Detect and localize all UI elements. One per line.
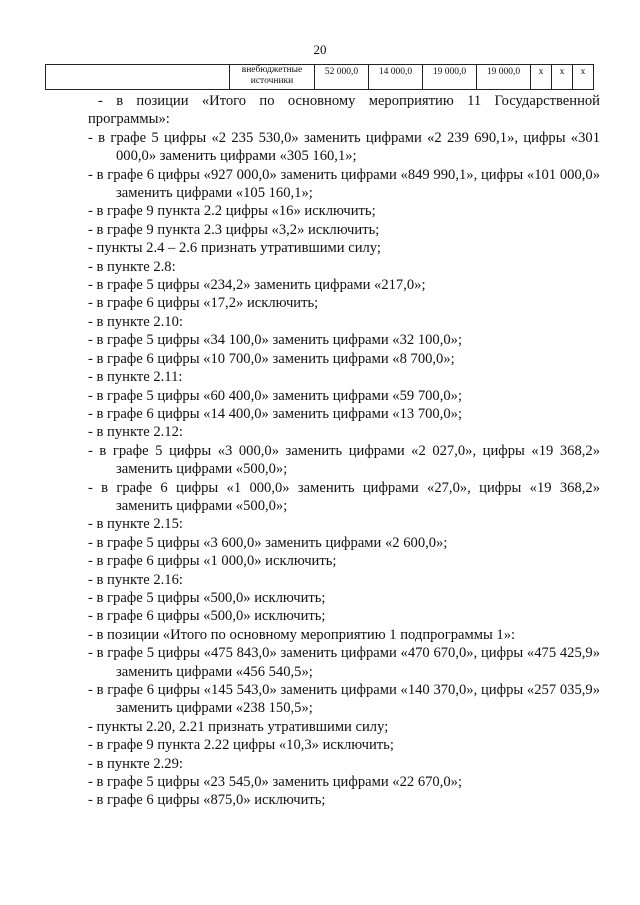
table-cell-value: 19 000,0: [423, 65, 477, 90]
table-cell-x: х: [552, 65, 573, 90]
table-cell-x: х: [573, 65, 594, 90]
paragraph: - в пункте 2.10:: [88, 313, 183, 330]
paragraph: - в позиции «Итого по основному мероприятию 1 подпрограммы 1»:: [88, 626, 516, 643]
paragraph: - в графе 5 цифры «234,2» заменить цифрами «217,0»;: [88, 277, 426, 294]
paragraph: - в пункте 2.12:: [88, 424, 183, 441]
paragraph: - в пункте 2.11:: [88, 369, 183, 386]
paragraph: - пункты 2.4 – 2.6 признать утратившими силу;: [88, 240, 381, 257]
paragraph: - в графе 5 цифры «475 843,0» заменить цифрами «470 670,0», цифры «475 425,9» заменить цифрами «456 540,5»;: [88, 645, 600, 680]
table-cell-funding-source: [230, 65, 315, 90]
table-row: [46, 65, 594, 90]
table-cell-blank: [46, 65, 230, 90]
paragraph: - в графе 6 цифры «145 543,0» заменить цифрами «140 370,0», цифры «257 035,9» заменить цифрами «238 150,5»;: [88, 682, 600, 717]
paragraph: - в графе 5 цифры «3 000,0» заменить цифрами «2 027,0», цифры «19 368,2» заменить цифрами «500,0»;: [88, 442, 600, 478]
table-cell-value: 52 000,0: [315, 65, 369, 90]
paragraph: - в графе 5 цифры «3 600,0» заменить цифрами «2 600,0»;: [88, 534, 448, 551]
funding-source-line1: внебюджетные: [241, 65, 303, 75]
paragraph: - в пункте 2.8:: [88, 258, 176, 275]
paragraph: - в графе 6 цифры «10 700,0» заменить цифрами «8 700,0»;: [88, 350, 455, 367]
paragraph: - в графе 6 цифры «500,0» исключить;: [88, 608, 326, 625]
funding-source-line2: источники: [250, 76, 294, 86]
paragraph: - в графе 6 цифры «927 000,0» заменить цифрами «849 990,1», цифры «101 000,0» заменить цифрами «105 160,1»;: [88, 166, 600, 202]
table-cell-value: 19 000,0: [477, 65, 531, 90]
paragraph: - в графе 6 цифры «1 000,0» заменить цифрами «27,0», цифры «19 368,2» заменить цифрами «500,0»;: [88, 479, 600, 514]
paragraph: - в графе 9 пункта 2.2 цифры «16» исключить;: [88, 203, 376, 220]
document-body: [88, 92, 600, 810]
paragraph: - в графе 5 цифры «34 100,0» заменить цифрами «32 100,0»;: [88, 332, 463, 349]
table-cell-value: 14 000,0: [369, 65, 423, 90]
paragraph: - в пункте 2.16:: [88, 571, 183, 588]
paragraph: - в пункте 2.15:: [88, 516, 183, 533]
paragraph: - в графе 9 пункта 2.3 цифры «3,2» исключить;: [88, 221, 380, 238]
paragraph: - в пункте 2.29:: [88, 755, 183, 772]
paragraph: - в графе 6 цифры «14 400,0» заменить цифрами «13 700,0»;: [88, 405, 463, 422]
paragraph: - в графе 5 цифры «500,0» исключить;: [88, 589, 326, 606]
paragraph: - в графе 6 цифры «875,0» исключить;: [88, 792, 326, 809]
paragraph: - в графе 5 цифры «23 545,0» заменить цифрами «22 670,0»;: [88, 774, 463, 791]
source-table-row: [45, 64, 594, 90]
paragraph: - в графе 9 пункта 2.22 цифры «10,3» исключить;: [88, 737, 394, 754]
page-number: 20: [313, 42, 327, 57]
table-cell-x: х: [531, 65, 552, 90]
paragraph: - в графе 6 цифры «1 000,0» исключить;: [88, 553, 337, 570]
paragraph: - в позиции «Итого по основному мероприятию 11 Государственной программы»:: [88, 93, 600, 128]
paragraph: - в графе 6 цифры «17,2» исключить;: [88, 295, 319, 312]
paragraph: - в графе 5 цифры «2 235 530,0» заменить цифрами «2 239 690,1», цифры «301 000,0» заменить цифрами «305 160,1»;: [88, 129, 600, 165]
paragraph: - пункты 2.20, 2.21 признать утратившими силу;: [88, 718, 389, 735]
paragraph: - в графе 5 цифры «60 400,0» заменить цифрами «59 700,0»;: [88, 387, 463, 404]
